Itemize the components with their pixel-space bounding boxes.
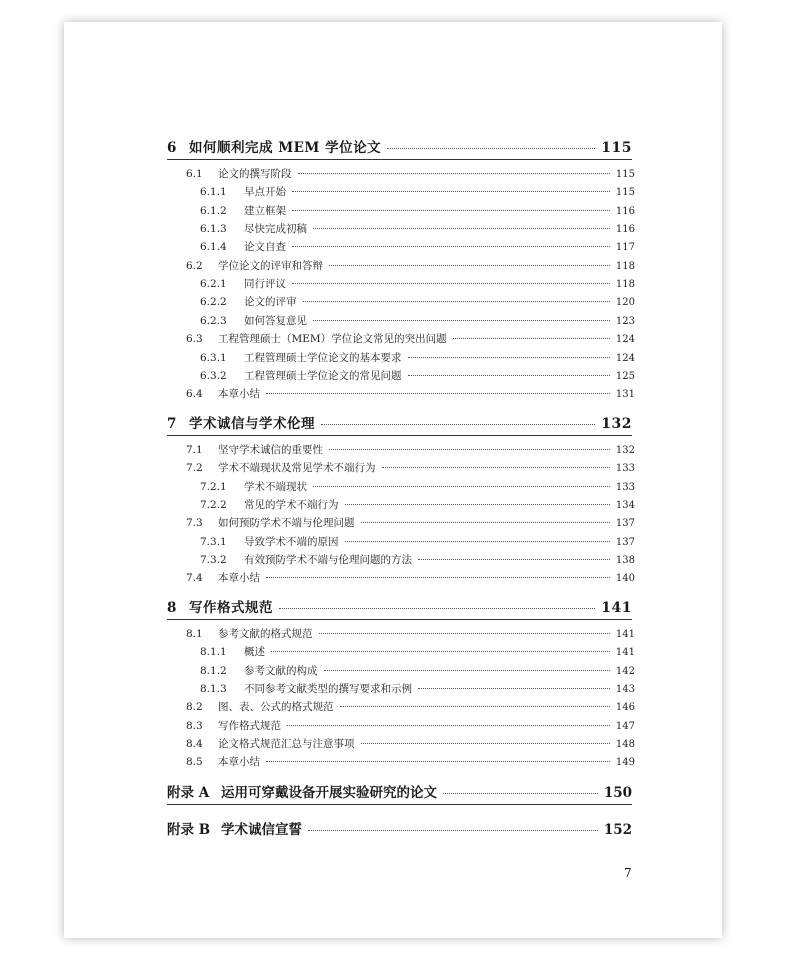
toc-entry-number: 8.1 xyxy=(186,628,203,640)
toc-entry-page: 131 xyxy=(615,389,635,401)
toc-entry-leader xyxy=(340,706,610,707)
toc-chapter-number: 7 xyxy=(167,416,177,432)
toc-entry-page: 143 xyxy=(615,684,635,696)
toc-entry-page: 132 xyxy=(615,445,635,456)
toc-entry-title: 如何预防学术不端与伦理问题 xyxy=(218,517,355,530)
toc-entry-page: 124 xyxy=(615,334,635,346)
toc-entry-leader xyxy=(313,486,610,487)
toc-entry xyxy=(186,626,635,641)
toc-chapter xyxy=(167,596,632,616)
toc-entry-number: 6.1.3 xyxy=(200,223,227,236)
toc-entry xyxy=(200,294,635,309)
toc-entry-number: 6.3.1 xyxy=(200,351,227,364)
toc-entry-page: 118 xyxy=(615,279,635,291)
toc-entry-number: 7.2.2 xyxy=(200,499,227,512)
toc-entry xyxy=(186,386,635,401)
toc-entry-leader xyxy=(266,577,610,578)
toc-entry-page: 141 xyxy=(615,647,635,659)
toc-entry-number: 7.1 xyxy=(186,444,203,456)
toc-entry-number: 7.3 xyxy=(186,517,203,530)
toc-entry-title: 参考文献的构成 xyxy=(244,664,318,677)
toc-entry xyxy=(200,479,635,494)
toc-entry-title: 图、表、公式的格式规范 xyxy=(218,701,334,714)
toc-appendix-title: 运用可穿戴设备开展实验研究的论文 xyxy=(221,785,437,801)
toc-entry-leader xyxy=(329,449,610,450)
toc-entry-leader xyxy=(319,633,610,634)
toc-entry-number: 7.2 xyxy=(186,462,203,475)
toc-entry-number: 6.4 xyxy=(186,388,203,401)
toc-appendix-number: 附录 A xyxy=(167,785,210,801)
toc-entry xyxy=(186,754,635,769)
toc-entry-number: 6.1.2 xyxy=(200,204,227,217)
toc-entry-title: 建立框架 xyxy=(244,204,286,217)
toc-entry-number: 6.3 xyxy=(186,333,203,346)
toc-entry-number: 8.4 xyxy=(186,738,203,751)
toc-chapter-title: 写作格式规范 xyxy=(189,600,273,616)
toc-entry-number: 6.2 xyxy=(186,259,203,272)
toc-entry-page: 116 xyxy=(615,224,635,236)
toc-entry-leader xyxy=(361,522,610,523)
toc-entry-number: 8.1.3 xyxy=(200,683,227,696)
toc-entry-leader xyxy=(313,320,610,321)
toc-entry-page: 137 xyxy=(615,518,635,530)
toc-entry-leader xyxy=(408,357,610,358)
toc-chapter-title: 学术诚信与学术伦理 xyxy=(189,416,315,432)
toc-entry-page: 120 xyxy=(615,297,635,309)
toc-entry-title: 论文自查 xyxy=(244,241,286,254)
toc-chapter-title: 如何顺利完成 MEM 学位论文 xyxy=(189,140,382,156)
toc-entry-leader xyxy=(382,467,610,468)
toc-entry-leader xyxy=(298,173,610,174)
toc-entry xyxy=(186,515,635,530)
toc-entry-title: 学位论文的评审和答辩 xyxy=(218,259,323,272)
toc-entry-page: 134 xyxy=(615,500,635,512)
toc-entry-page: 149 xyxy=(615,757,635,769)
toc-entry-leader xyxy=(408,375,610,376)
toc-entry xyxy=(200,497,635,512)
toc-entry-leader xyxy=(266,393,610,394)
toc-entry-number: 6.2.3 xyxy=(200,314,227,327)
toc-entry xyxy=(200,368,635,383)
toc-entry xyxy=(200,552,635,567)
toc-entry xyxy=(200,239,635,254)
toc-entry-title: 早点开始 xyxy=(244,186,286,199)
toc-entry xyxy=(200,276,635,291)
toc-entry-title: 同行评议 xyxy=(244,278,286,291)
toc-entry xyxy=(200,644,635,659)
toc-entry-title: 导致学术不端的原因 xyxy=(244,535,339,548)
toc-appendix xyxy=(167,781,632,801)
toc-entry-title: 学术不端现状及常见学术不端行为 xyxy=(218,462,376,475)
toc-entry-page: 141 xyxy=(615,629,635,640)
toc-entry-page: 115 xyxy=(615,187,635,199)
toc-entry-title: 工程管理硕士（MEM）学位论文常见的突出问题 xyxy=(218,333,447,346)
toc-chapter-page: 141 xyxy=(601,600,632,616)
toc-entry xyxy=(186,258,635,273)
toc-entry xyxy=(186,718,635,733)
toc-entry-leader xyxy=(303,301,610,302)
toc-entry xyxy=(200,203,635,218)
toc-entry-number: 7.2.1 xyxy=(200,480,227,493)
toc-entry-title: 不同参考文献类型的撰写要求和示例 xyxy=(244,683,412,696)
toc-entry-number: 7.3.1 xyxy=(200,535,227,548)
toc-entry-number: 6.1 xyxy=(186,168,203,180)
toc-entry-page: 140 xyxy=(615,573,635,585)
toc-entry xyxy=(200,681,635,696)
toc-chapter-leader xyxy=(279,608,595,609)
chapter-divider xyxy=(167,159,632,160)
toc-entry xyxy=(200,534,635,549)
toc-entry-page: 137 xyxy=(615,536,635,548)
toc-entry-page: 125 xyxy=(615,370,635,382)
toc-chapter-page: 115 xyxy=(601,140,632,156)
toc-chapter-number: 6 xyxy=(167,140,177,156)
toc-entry xyxy=(186,442,635,457)
toc-entry-number: 7.3.2 xyxy=(200,554,227,567)
toc-entry-number: 6.1.1 xyxy=(200,186,227,199)
toc-entry-page: 142 xyxy=(615,665,635,677)
toc-chapter xyxy=(167,136,632,156)
toc-appendix-number: 附录 B xyxy=(167,822,211,838)
toc-entry-title: 学术不端现状 xyxy=(244,480,307,493)
toc-entry xyxy=(200,184,635,199)
toc-entry xyxy=(200,350,635,365)
chapter-divider xyxy=(167,619,632,620)
toc-chapter-number: 8 xyxy=(167,600,177,616)
toc-entry-title: 论文格式规范汇总与注意事项 xyxy=(218,738,355,751)
toc-entry-number: 8.3 xyxy=(186,719,203,732)
toc-entry-page: 118 xyxy=(615,260,635,272)
toc-entry-leader xyxy=(266,761,610,762)
toc-entry-leader xyxy=(418,559,610,560)
toc-appendix-page: 152 xyxy=(603,822,632,838)
toc-chapter-leader xyxy=(321,424,595,425)
toc-entry-title: 有效预防学术不端与伦理问题的方法 xyxy=(244,554,412,567)
toc-entry-leader xyxy=(418,688,610,689)
toc-entry-page: 115 xyxy=(615,169,635,180)
toc-entry-leader xyxy=(313,228,610,229)
toc-entry xyxy=(186,699,635,714)
toc-entry-number: 6.1.4 xyxy=(200,241,227,254)
toc-entry-number: 8.5 xyxy=(186,756,203,769)
toc-entry-title: 坚守学术诚信的重要性 xyxy=(218,444,323,456)
toc-entry-number: 6.2.2 xyxy=(200,296,227,309)
toc-entry-title: 本章小结 xyxy=(218,388,260,401)
toc-entry xyxy=(186,736,635,751)
toc-entry-page: 133 xyxy=(615,463,635,475)
toc-entry xyxy=(186,460,635,475)
toc-entry xyxy=(200,221,635,236)
toc-entry-title: 写作格式规范 xyxy=(218,719,281,732)
toc-entry-number: 8.2 xyxy=(186,701,203,714)
toc-entry-title: 工程管理硕士学位论文的常见问题 xyxy=(244,369,402,382)
toc-entry xyxy=(186,331,635,346)
toc-entry xyxy=(186,166,635,181)
toc-entry-title: 本章小结 xyxy=(218,572,260,585)
toc-chapter xyxy=(167,412,632,432)
toc-entry-page: 133 xyxy=(615,481,635,493)
toc-entry-page: 148 xyxy=(615,739,635,751)
toc-entry-leader xyxy=(287,725,610,726)
chapter-divider xyxy=(167,804,632,805)
chapter-divider xyxy=(167,435,632,436)
toc-entry-leader xyxy=(324,670,610,671)
toc-entry-leader xyxy=(292,191,610,192)
toc-entry xyxy=(200,663,635,678)
toc-appendix-leader xyxy=(443,793,598,794)
toc-entry-page: 138 xyxy=(615,555,635,567)
toc-entry-title: 论文的评审 xyxy=(244,296,297,309)
toc-entry-title: 本章小结 xyxy=(218,756,260,769)
toc-entry xyxy=(186,570,635,585)
toc-entry-page: 117 xyxy=(615,242,635,254)
page-number: 7 xyxy=(624,866,632,880)
toc-entry-title: 参考文献的格式规范 xyxy=(218,628,313,640)
toc-entry-leader xyxy=(271,651,610,652)
toc-entry-leader xyxy=(292,210,610,211)
toc-entry-number: 8.1.1 xyxy=(200,646,227,659)
toc-chapter-page: 132 xyxy=(601,416,632,432)
toc-entry-title: 工程管理硕士学位论文的基本要求 xyxy=(244,351,402,364)
toc-appendix-leader xyxy=(308,830,598,831)
toc-entry-title: 论文的撰写阶段 xyxy=(218,168,292,180)
toc-entry-title: 常见的学术不端行为 xyxy=(244,499,339,512)
toc-entry xyxy=(200,313,635,328)
toc-entry-leader xyxy=(292,283,610,284)
toc-entry-number: 6.2.1 xyxy=(200,278,227,291)
toc-entry-leader xyxy=(361,743,610,744)
toc-entry-page: 123 xyxy=(615,315,635,327)
toc-chapter-leader xyxy=(387,148,595,149)
toc-entry-leader xyxy=(345,541,610,542)
toc-entry-page: 124 xyxy=(615,352,635,364)
toc-entry-title: 如何答复意见 xyxy=(244,314,307,327)
toc-entry-leader xyxy=(292,246,610,247)
toc-appendix-title: 学术诚信宣誓 xyxy=(221,822,302,838)
toc-entry-page: 116 xyxy=(615,205,635,217)
toc-entry-number: 7.4 xyxy=(186,572,203,585)
toc-entry-page: 146 xyxy=(615,702,635,714)
toc-entry-leader xyxy=(329,265,610,266)
toc-entry-leader xyxy=(453,338,610,339)
toc-entry-title: 概述 xyxy=(244,646,265,659)
toc-entry-leader xyxy=(345,504,610,505)
toc-entry-title: 尽快完成初稿 xyxy=(244,223,307,236)
toc-entry-number: 8.1.2 xyxy=(200,664,227,677)
toc-entry-page: 147 xyxy=(615,720,635,732)
toc-appendix-page: 150 xyxy=(603,785,632,801)
toc-entry-number: 6.3.2 xyxy=(200,369,227,382)
toc-appendix xyxy=(167,818,632,838)
